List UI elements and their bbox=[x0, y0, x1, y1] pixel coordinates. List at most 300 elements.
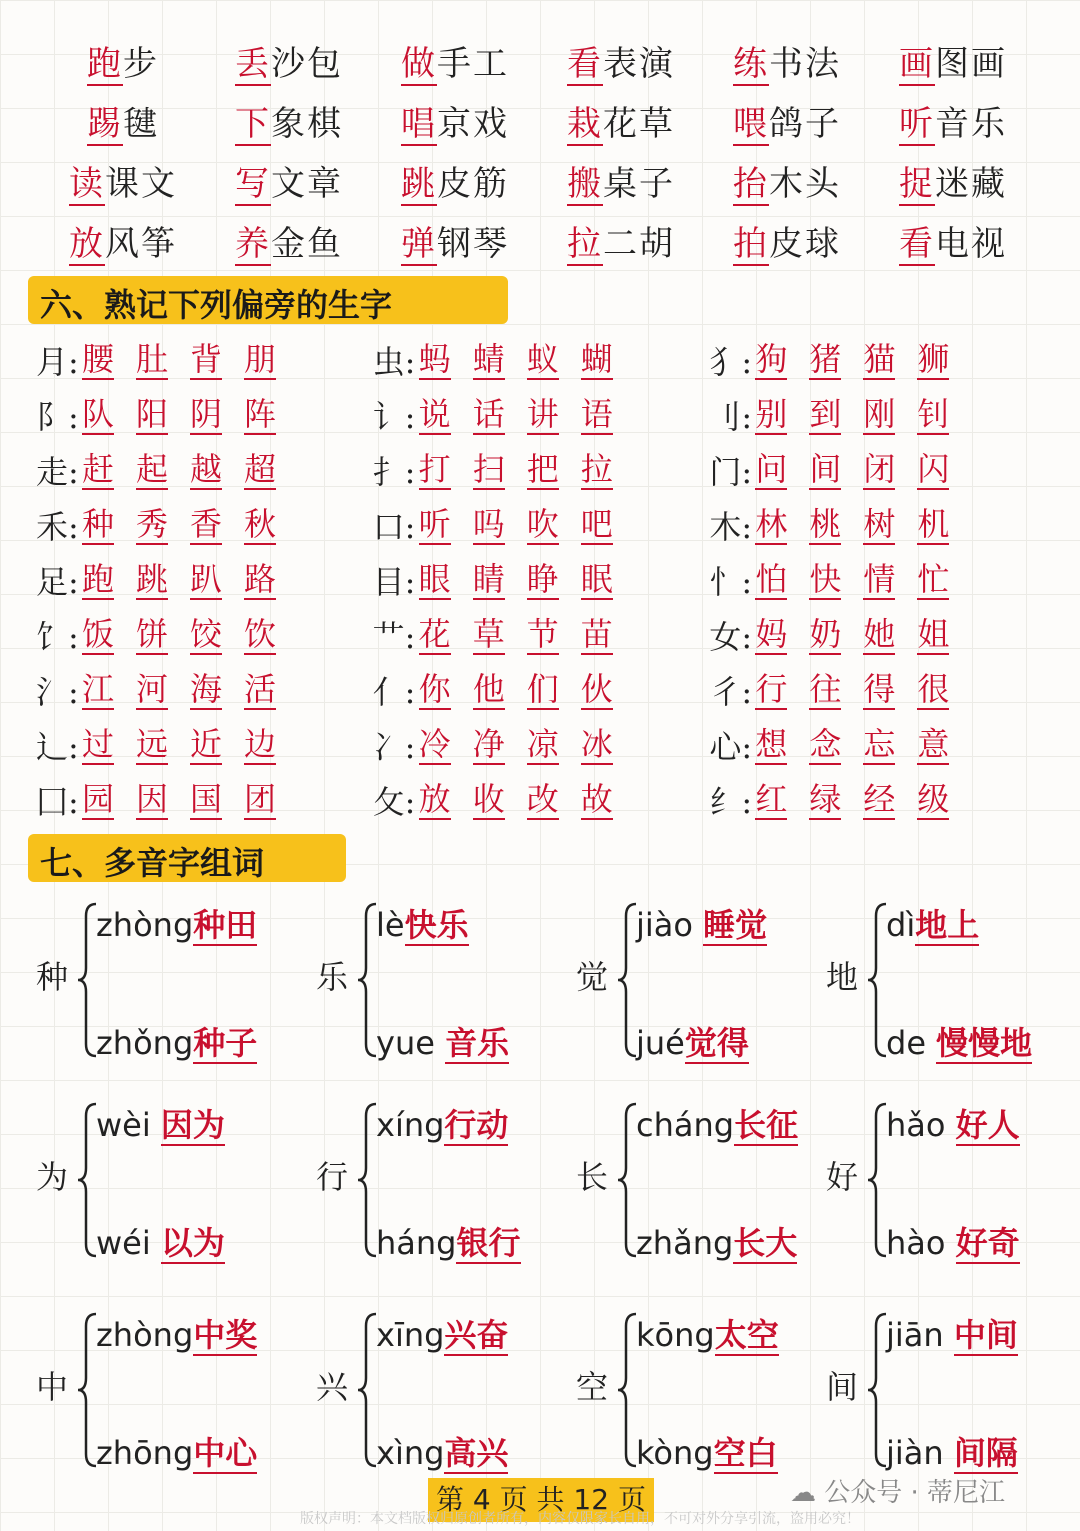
polyphone-char: 地 bbox=[826, 958, 859, 996]
radical-char: 狗 bbox=[755, 339, 788, 378]
radical-char: 机 bbox=[917, 504, 950, 543]
word: 因为 bbox=[160, 1106, 225, 1144]
radical-char: 海 bbox=[190, 669, 223, 708]
radical-char: 别 bbox=[755, 394, 788, 433]
activity-key-char: 写 bbox=[235, 163, 271, 204]
activity-key-char: 跳 bbox=[401, 163, 437, 204]
radical-char: 队 bbox=[82, 394, 115, 433]
activity-key-char: 下 bbox=[235, 103, 271, 144]
radical-group bbox=[373, 502, 710, 548]
activity-item bbox=[40, 216, 206, 265]
polyphone-group bbox=[826, 1100, 1066, 1262]
radical-char: 狮 bbox=[917, 339, 950, 378]
radical-char: 远 bbox=[136, 724, 169, 763]
radical-char: 奶 bbox=[809, 614, 842, 653]
radical-label: 月: bbox=[36, 342, 79, 381]
activity-item bbox=[870, 216, 1036, 265]
word: 快乐 bbox=[404, 906, 469, 944]
pinyin: hǎo bbox=[886, 1106, 956, 1144]
radical-char: 他 bbox=[472, 669, 505, 708]
radical-char: 想 bbox=[755, 724, 788, 763]
radical-char: 超 bbox=[244, 449, 277, 488]
polyphone-char: 空 bbox=[576, 1368, 609, 1406]
polyphone-line bbox=[376, 1018, 509, 1064]
pinyin: zhǒng bbox=[96, 1024, 194, 1062]
polyphone-char: 乐 bbox=[316, 958, 349, 996]
word: 好奇 bbox=[955, 1224, 1020, 1262]
activity-item bbox=[704, 156, 870, 205]
polyphone-group bbox=[576, 900, 816, 1062]
radical-char: 蚂 bbox=[418, 339, 451, 378]
radical-label: 氵: bbox=[36, 672, 79, 711]
activity-item bbox=[538, 36, 704, 85]
radical-char: 得 bbox=[863, 669, 896, 708]
radical-char: 边 bbox=[244, 724, 277, 763]
radical-label: 刂: bbox=[709, 397, 753, 436]
radical-group bbox=[709, 557, 1046, 603]
radical-char: 放 bbox=[418, 779, 451, 818]
radical-label: 心: bbox=[709, 727, 753, 766]
brace-icon bbox=[616, 1310, 638, 1470]
brace-icon bbox=[616, 1100, 638, 1260]
brace-icon bbox=[616, 900, 638, 1060]
activity-row bbox=[40, 150, 1050, 210]
radical-row bbox=[36, 717, 1046, 772]
polyphone-group bbox=[316, 1310, 556, 1472]
radical-char: 猫 bbox=[863, 339, 896, 378]
radical-char: 间 bbox=[809, 449, 842, 488]
polyphone-char: 中 bbox=[36, 1368, 69, 1406]
pinyin: jué bbox=[636, 1024, 685, 1062]
activity-rest: 风筝 bbox=[105, 223, 177, 264]
radical-char: 姐 bbox=[917, 614, 950, 653]
radical-char: 快 bbox=[809, 559, 842, 598]
radical-char: 拉 bbox=[580, 449, 613, 488]
activity-rest: 木头 bbox=[769, 163, 841, 204]
radical-char: 语 bbox=[580, 394, 613, 433]
activity-key-char: 丢 bbox=[235, 43, 271, 84]
radical-char: 赶 bbox=[82, 449, 115, 488]
activity-key-char: 练 bbox=[733, 43, 769, 84]
word: 行动 bbox=[444, 1106, 509, 1144]
radical-row bbox=[36, 497, 1046, 552]
brand-text: 公众号 · 蒂尼江 bbox=[824, 1478, 1006, 1508]
radical-group bbox=[36, 612, 373, 658]
radical-char: 冰 bbox=[580, 724, 613, 763]
polyphone-char: 长 bbox=[576, 1158, 609, 1196]
polyphone-line bbox=[376, 1310, 508, 1356]
radical-label: 口: bbox=[372, 507, 416, 546]
activity-rest: 金鱼 bbox=[271, 223, 343, 264]
word: 长大 bbox=[733, 1224, 798, 1262]
radical-char: 因 bbox=[136, 779, 169, 818]
radical-group bbox=[36, 722, 373, 768]
pinyin: lè bbox=[376, 906, 405, 944]
polyphone-group bbox=[576, 1310, 816, 1472]
polyphone-line bbox=[96, 1428, 257, 1474]
activity-key-char: 抬 bbox=[733, 163, 769, 204]
activity-key-char: 栽 bbox=[567, 103, 603, 144]
radical-char: 眠 bbox=[580, 559, 613, 598]
radical-char: 睁 bbox=[526, 559, 559, 598]
radical-row bbox=[36, 607, 1046, 662]
radical-char: 凉 bbox=[526, 724, 559, 763]
radical-label: 辶: bbox=[36, 727, 79, 766]
activity-item bbox=[40, 156, 206, 205]
radical-char: 绿 bbox=[809, 779, 842, 818]
activity-grid bbox=[40, 30, 1050, 270]
radical-char: 蜻 bbox=[472, 339, 505, 378]
radical-char: 腰 bbox=[82, 339, 115, 378]
activity-rest: 图画 bbox=[935, 43, 1007, 84]
radical-row bbox=[36, 662, 1046, 717]
radical-char: 说 bbox=[418, 394, 451, 433]
activity-item bbox=[40, 96, 206, 145]
polyphone-line bbox=[886, 1428, 1018, 1474]
word: 兴奋 bbox=[444, 1316, 509, 1354]
radical-char: 收 bbox=[472, 779, 505, 818]
pinyin: kòng bbox=[636, 1434, 714, 1472]
radical-char: 肚 bbox=[136, 339, 169, 378]
activity-item bbox=[372, 96, 538, 145]
radical-char: 饭 bbox=[82, 614, 115, 653]
pinyin: zhōng bbox=[96, 1434, 194, 1472]
radical-char: 们 bbox=[526, 669, 559, 708]
activity-item bbox=[704, 36, 870, 85]
radical-group bbox=[709, 502, 1046, 548]
word: 种子 bbox=[193, 1024, 258, 1062]
radical-label: 纟: bbox=[709, 782, 753, 821]
radical-char: 苗 bbox=[580, 614, 613, 653]
word: 睡觉 bbox=[703, 906, 768, 944]
pinyin: wèi bbox=[96, 1106, 161, 1144]
radical-char: 到 bbox=[809, 394, 842, 433]
word: 中间 bbox=[953, 1316, 1018, 1354]
activity-item bbox=[538, 156, 704, 205]
radical-char: 听 bbox=[418, 504, 451, 543]
activity-row bbox=[40, 210, 1050, 270]
radical-char: 跑 bbox=[82, 559, 115, 598]
activity-item bbox=[372, 216, 538, 265]
radical-group bbox=[36, 392, 373, 438]
radical-char: 伙 bbox=[580, 669, 613, 708]
radical-char: 香 bbox=[190, 504, 223, 543]
polyphone-line bbox=[376, 1100, 508, 1146]
brace-icon bbox=[866, 900, 888, 1060]
radical-group bbox=[709, 447, 1046, 493]
activity-rest: 花草 bbox=[603, 103, 675, 144]
pinyin: jiàn bbox=[886, 1434, 954, 1472]
radical-char: 河 bbox=[136, 669, 169, 708]
radical-char: 节 bbox=[526, 614, 559, 653]
polyphone-line bbox=[886, 900, 979, 946]
radical-char: 忘 bbox=[863, 724, 896, 763]
polyphone-line bbox=[96, 1018, 257, 1064]
radical-char: 过 bbox=[82, 724, 115, 763]
activity-key-char: 拍 bbox=[733, 223, 769, 264]
activity-rest: 手工 bbox=[437, 43, 509, 84]
radical-table bbox=[36, 332, 1046, 827]
radical-char: 冷 bbox=[418, 724, 451, 763]
activity-key-char: 唱 bbox=[401, 103, 437, 144]
activity-rest: 鸽子 bbox=[769, 103, 841, 144]
pinyin: jiān bbox=[886, 1316, 954, 1354]
activity-key-char: 喂 bbox=[733, 103, 769, 144]
pinyin: kōng bbox=[636, 1316, 715, 1354]
word: 音乐 bbox=[445, 1024, 510, 1062]
radical-char: 猪 bbox=[809, 339, 842, 378]
brace-icon bbox=[76, 1100, 98, 1260]
polyphone-line bbox=[886, 1218, 1020, 1264]
radical-char: 钊 bbox=[917, 394, 950, 433]
radical-char: 往 bbox=[809, 669, 842, 708]
radical-group bbox=[373, 667, 710, 713]
brace-icon bbox=[356, 1310, 378, 1470]
radical-char: 妈 bbox=[755, 614, 788, 653]
radical-char: 树 bbox=[863, 504, 896, 543]
pinyin: xíng bbox=[376, 1106, 445, 1144]
radical-char: 闪 bbox=[917, 449, 950, 488]
radical-group bbox=[36, 557, 373, 603]
polyphone-line bbox=[886, 1100, 1020, 1146]
radical-char: 阳 bbox=[136, 394, 169, 433]
activity-rest: 皮球 bbox=[769, 223, 841, 264]
activity-rest: 书法 bbox=[769, 43, 841, 84]
word: 中心 bbox=[193, 1434, 258, 1472]
pinyin: de bbox=[886, 1024, 937, 1062]
activity-rest: 文章 bbox=[271, 163, 343, 204]
activity-item bbox=[704, 216, 870, 265]
activity-rest: 课文 bbox=[105, 163, 177, 204]
radical-row bbox=[36, 552, 1046, 607]
activity-rest: 皮筋 bbox=[437, 163, 509, 204]
radical-char: 你 bbox=[418, 669, 451, 708]
activity-rest: 京戏 bbox=[437, 103, 509, 144]
radical-row bbox=[36, 442, 1046, 497]
pinyin: zhòng bbox=[96, 906, 194, 944]
radical-char: 蝴 bbox=[580, 339, 613, 378]
radical-char: 吗 bbox=[472, 504, 505, 543]
polyphone-group bbox=[576, 1100, 816, 1262]
radical-char: 意 bbox=[917, 724, 950, 763]
activity-key-char: 养 bbox=[235, 223, 271, 264]
radical-label: 扌: bbox=[372, 452, 416, 491]
pinyin: hào bbox=[886, 1224, 956, 1262]
radical-char: 红 bbox=[755, 779, 788, 818]
polyphone-group bbox=[826, 900, 1066, 1062]
activity-rest: 步 bbox=[123, 43, 159, 84]
activity-item bbox=[40, 36, 206, 85]
polyphone-char: 行 bbox=[316, 1158, 349, 1196]
radical-char: 她 bbox=[863, 614, 896, 653]
radical-char: 活 bbox=[244, 669, 277, 708]
brand-label bbox=[790, 1472, 1005, 1509]
activity-key-char: 拉 bbox=[567, 223, 603, 264]
radical-group bbox=[373, 447, 710, 493]
polyphone-group bbox=[36, 1310, 276, 1472]
word: 银行 bbox=[456, 1224, 521, 1262]
radical-char: 阴 bbox=[190, 394, 223, 433]
brace-icon bbox=[76, 1310, 98, 1470]
activity-key-char: 弹 bbox=[401, 223, 437, 264]
activity-rest: 象棋 bbox=[271, 103, 343, 144]
radical-char: 扫 bbox=[472, 449, 505, 488]
radical-label: 冫: bbox=[372, 727, 416, 766]
polyphone-line bbox=[636, 1100, 798, 1146]
radical-row bbox=[36, 387, 1046, 442]
radical-char: 秀 bbox=[136, 504, 169, 543]
radical-group bbox=[36, 337, 373, 383]
word: 长征 bbox=[734, 1106, 799, 1144]
radical-char: 眼 bbox=[418, 559, 451, 598]
radical-group bbox=[709, 392, 1046, 438]
radical-char: 跳 bbox=[136, 559, 169, 598]
radical-char: 打 bbox=[418, 449, 451, 488]
radical-group bbox=[709, 777, 1046, 823]
radical-group bbox=[373, 392, 710, 438]
activity-key-char: 听 bbox=[899, 103, 935, 144]
activity-item bbox=[206, 36, 372, 85]
pinyin: zhòng bbox=[96, 1316, 194, 1354]
radical-char: 草 bbox=[472, 614, 505, 653]
activity-row bbox=[40, 90, 1050, 150]
polyphone-group bbox=[826, 1310, 1066, 1472]
radical-char: 蚁 bbox=[526, 339, 559, 378]
activity-rest: 二胡 bbox=[603, 223, 675, 264]
activity-key-char: 读 bbox=[69, 163, 105, 204]
radical-label: 彳: bbox=[709, 672, 753, 711]
pinyin: jiào bbox=[636, 906, 704, 944]
radical-group bbox=[709, 667, 1046, 713]
word: 地上 bbox=[915, 906, 980, 944]
activity-rest: 毽 bbox=[123, 103, 159, 144]
copyright-note: 版权声明：本文档版权归原创者所有，内容仅限家长自用，不可对外分享引流，盗用必究！ bbox=[300, 1511, 860, 1527]
radical-char: 越 bbox=[190, 449, 223, 488]
radical-char: 秋 bbox=[244, 504, 277, 543]
radical-char: 饼 bbox=[136, 614, 169, 653]
pinyin: wéi bbox=[96, 1224, 161, 1262]
polyphone-line bbox=[376, 1428, 508, 1474]
activity-item bbox=[870, 36, 1036, 85]
activity-item bbox=[206, 96, 372, 145]
radical-char: 睛 bbox=[472, 559, 505, 598]
radical-label: 忄: bbox=[709, 562, 753, 601]
radical-char: 饮 bbox=[244, 614, 277, 653]
radical-char: 吧 bbox=[580, 504, 613, 543]
activity-rest: 桌子 bbox=[603, 163, 675, 204]
word: 空白 bbox=[713, 1434, 778, 1472]
activity-row bbox=[40, 30, 1050, 90]
activity-key-char: 放 bbox=[69, 223, 105, 264]
radical-group bbox=[373, 337, 710, 383]
activity-item bbox=[206, 216, 372, 265]
radical-label: 亻: bbox=[372, 672, 416, 711]
polyphone-line bbox=[96, 900, 257, 946]
brace-icon bbox=[356, 900, 378, 1060]
activity-key-char: 看 bbox=[567, 43, 603, 84]
radical-char: 怕 bbox=[755, 559, 788, 598]
polyphone-char: 觉 bbox=[576, 958, 609, 996]
polyphone-line bbox=[376, 900, 469, 946]
radical-char: 花 bbox=[418, 614, 451, 653]
radical-char: 朋 bbox=[244, 339, 277, 378]
radical-char: 情 bbox=[863, 559, 896, 598]
radical-group bbox=[36, 667, 373, 713]
activity-item bbox=[870, 96, 1036, 145]
activity-rest: 音乐 bbox=[935, 103, 1007, 144]
polyphone-group bbox=[316, 900, 556, 1062]
radical-row bbox=[36, 772, 1046, 827]
radical-char: 团 bbox=[244, 779, 277, 818]
activity-item bbox=[538, 216, 704, 265]
radical-char: 背 bbox=[190, 339, 223, 378]
polyphone-group bbox=[36, 900, 276, 1062]
word: 太空 bbox=[714, 1316, 779, 1354]
polyphone-line bbox=[886, 1018, 1032, 1064]
radical-char: 念 bbox=[809, 724, 842, 763]
radical-char: 吹 bbox=[526, 504, 559, 543]
pinyin: zhǎng bbox=[636, 1224, 734, 1262]
activity-rest: 电视 bbox=[935, 223, 1007, 264]
brace-icon bbox=[866, 1100, 888, 1260]
radical-group bbox=[373, 777, 710, 823]
radical-label: 犭: bbox=[709, 342, 753, 381]
pinyin: cháng bbox=[636, 1106, 735, 1144]
activity-rest: 表演 bbox=[603, 43, 675, 84]
radical-char: 林 bbox=[755, 504, 788, 543]
page-number-badge: 第 4 页 共 12 页 bbox=[428, 1478, 654, 1522]
activity-item bbox=[870, 156, 1036, 205]
radical-char: 行 bbox=[755, 669, 788, 708]
pinyin: xīng bbox=[376, 1316, 445, 1354]
radical-group bbox=[373, 722, 710, 768]
radical-char: 讲 bbox=[526, 394, 559, 433]
radical-label: 目: bbox=[372, 562, 416, 601]
polyphone-line bbox=[886, 1310, 1018, 1356]
word: 觉得 bbox=[684, 1024, 749, 1062]
activity-item bbox=[372, 156, 538, 205]
radical-char: 刚 bbox=[863, 394, 896, 433]
radical-label: 足: bbox=[36, 562, 79, 601]
radical-char: 桃 bbox=[809, 504, 842, 543]
radical-char: 国 bbox=[190, 779, 223, 818]
polyphone-line bbox=[636, 900, 767, 946]
word: 好人 bbox=[955, 1106, 1020, 1144]
polyphone-line bbox=[636, 1428, 778, 1474]
brace-icon bbox=[866, 1310, 888, 1470]
radical-char: 问 bbox=[755, 449, 788, 488]
activity-item bbox=[206, 156, 372, 205]
pinyin: yue bbox=[376, 1024, 446, 1062]
radical-char: 江 bbox=[82, 669, 115, 708]
activity-item bbox=[538, 96, 704, 145]
polyphone-char: 间 bbox=[826, 1368, 859, 1406]
radical-label: 饣: bbox=[36, 617, 79, 656]
polyphone-line bbox=[636, 1018, 749, 1064]
radical-char: 阵 bbox=[244, 394, 277, 433]
word: 高兴 bbox=[444, 1434, 509, 1472]
word: 以为 bbox=[160, 1224, 225, 1262]
polyphone-char: 兴 bbox=[316, 1368, 349, 1406]
radical-char: 起 bbox=[136, 449, 169, 488]
radical-char: 近 bbox=[190, 724, 223, 763]
radical-group bbox=[36, 502, 373, 548]
radical-char: 很 bbox=[917, 669, 950, 708]
radical-char: 闭 bbox=[863, 449, 896, 488]
radical-char: 改 bbox=[526, 779, 559, 818]
polyphone-char: 好 bbox=[826, 1158, 859, 1196]
activity-rest: 迷藏 bbox=[935, 163, 1007, 204]
